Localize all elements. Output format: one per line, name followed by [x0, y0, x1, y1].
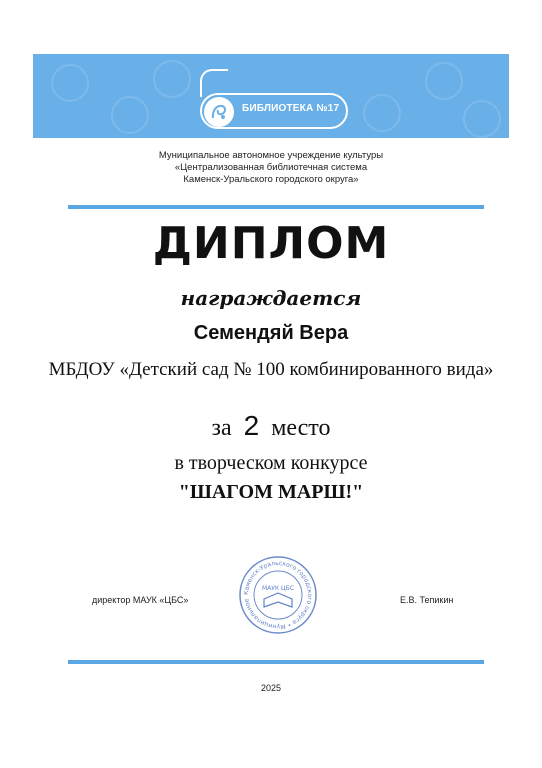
- top-divider: [68, 205, 484, 209]
- bottom-divider: [68, 660, 484, 664]
- official-stamp: [238, 555, 318, 635]
- stamp-center-text: МАУК ЦБС: [261, 585, 295, 592]
- watermark-icon: [363, 94, 401, 132]
- organization-line-1: Муниципальное автономное учреждение культуры: [158, 150, 384, 161]
- institution-name: МБДОУ «Детский сад № 100 комбинированного вида»: [48, 359, 494, 380]
- place-number: 2: [243, 410, 260, 441]
- library-logo-icon: [204, 97, 234, 127]
- watermark-icon: [111, 96, 149, 134]
- place-suffix: место: [271, 415, 331, 441]
- awarded-text: награждается: [180, 286, 362, 310]
- place-line: [0, 410, 542, 442]
- diploma-title: ДИПЛОМ: [152, 218, 390, 269]
- organization-line-3: Каменск-Уральского городского округа»: [183, 174, 359, 185]
- signatory-position: директор МАУК «ЦБС»: [92, 595, 189, 605]
- organization-line-2: «Централизованная библиотечная система: [174, 162, 368, 173]
- place-prefix: за: [211, 415, 232, 441]
- recipient-name: Семендяй Вера: [193, 322, 349, 344]
- logo-text: БИБЛИОТЕКА №17: [242, 103, 340, 114]
- watermark-icon: [463, 100, 501, 138]
- stamp-ring-text: Каменск-Уральского городского округа • Муниципальное: [242, 559, 314, 631]
- watermark-icon: [425, 62, 463, 100]
- contest-name: "ШАГОМ МАРШ!": [178, 481, 364, 503]
- contest-line: в творческом конкурсе: [174, 452, 368, 474]
- year: 2025: [260, 683, 282, 693]
- watermark-icon: [153, 60, 191, 98]
- signatory-name: Е.В. Тепикин: [400, 595, 454, 605]
- watermark-icon: [51, 64, 89, 102]
